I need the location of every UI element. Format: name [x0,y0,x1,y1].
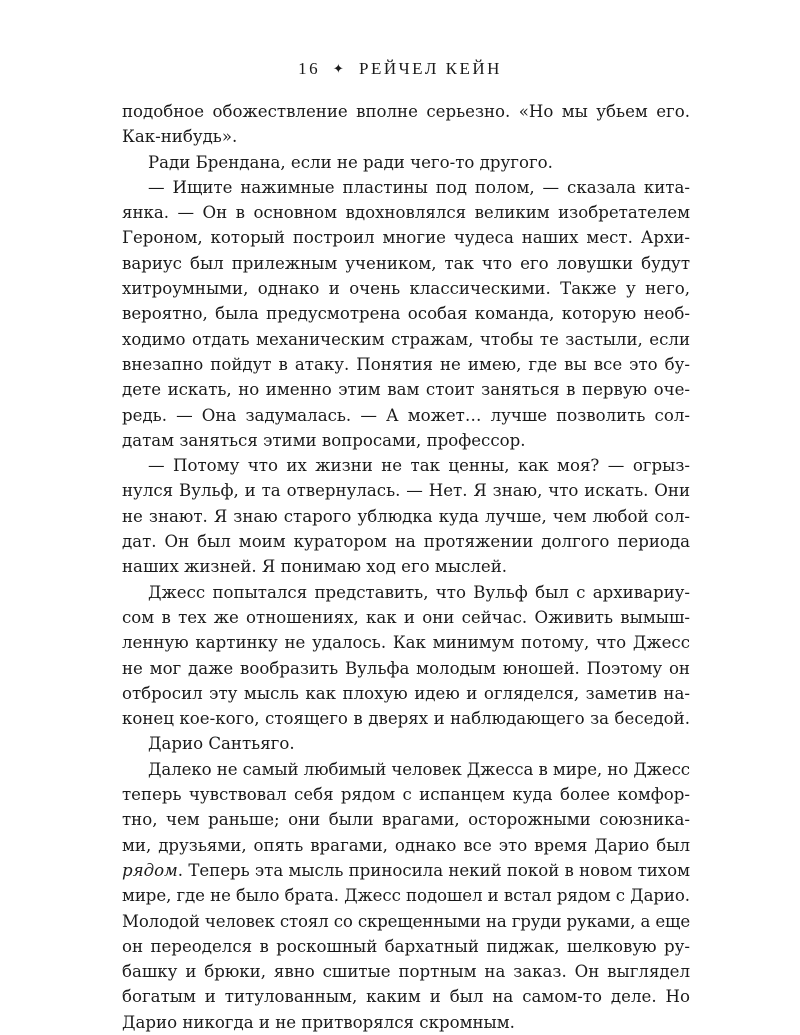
text-line: не мог даже вообразить Вульфа молодым юношей. Поэтому он [122,658,690,678]
text-line: мире, где не было брата. Джесс подошел и встал рядом с Дарио. [122,886,691,906]
text-line: ми, друзьями, опять врагами, однако все это время Дарио был [122,835,690,855]
text-line: Далеко не самый любимый человек Джесса в мире, но Джесс [148,759,691,779]
text-line: наших жизней. Я понимаю ход его мыслей. [122,557,508,577]
text-line: дете искать, но именно этим вам стоит заняться в первую оче- [122,380,690,400]
text-line: Дарио никогда и не притворялся скромным. [122,1012,515,1032]
text-line: он переоделся в роскошный бархатный пиджак, шелковую ру- [122,936,690,956]
running-header [0,59,800,79]
body-text [122,99,690,1035]
text-line: ленную картинку не удалось. Как минимум потому, что Джесс [122,633,690,653]
page-number: 16 [298,59,321,78]
text-line: — Ищите нажимные пластины под полом, — сказала кита- [148,177,690,197]
text-line: хитроумными, однако и очень классическими. Также у него, [122,279,690,299]
text-line: Дарио Сантьяго. [148,734,295,754]
author-name: РЕЙЧЕЛ КЕЙН [359,59,502,78]
text-line: дат. Он был моим куратором на протяжении долгого периода [122,532,690,552]
text-line: тно, чем раньше; они были врагами, осторожными союзника- [122,810,690,830]
text-line: редь. — Она задумалась. — А может… лучше позволить сол- [122,405,690,425]
text-line: теперь чувствовал себя рядом с испанцем куда более комфор- [122,785,690,805]
text-line: конец кое-кого, стоящего в дверях и наблюдающего за беседой. [122,709,690,729]
text-line: нулся Вульф, и та отвернулась. — Нет. Я знаю, что искать. Они [122,481,690,501]
text-line: вариус был прилежным учеником, так что его ловушки будут [122,253,690,273]
text-line: вероятно, была предусмотрена особая команда, которую необ- [122,304,690,324]
text-line: ходимо отдать механическим стражам, чтобы те застыли, если [122,329,690,349]
text-line: отбросил эту мысль как плохую идею и огляделся, заметив на- [122,683,690,703]
text-line: датам заняться этими вопросами, профессор. [122,430,526,450]
text-line: башку и брюки, явно сшитые портным на заказ. Он выглядел [122,962,690,982]
text-line-rest: . Теперь эта мысль приносила некий покой в новом тихом [177,860,691,880]
text-line: — Потому что их жизни не так ценны, как моя? — огрыз- [148,456,690,476]
text-line: Ради Брендана, если не ради чего-то другого. [148,152,553,172]
text-line [122,858,690,883]
text-line: сом в тех же отношениях, как и они сейчас. Оживить вымыш- [122,607,690,627]
text-line: подобное обожествление вполне серьезно. «Но мы убьем его. [122,102,690,121]
text-line: не знают. Я знаю старого ублюдка куда лучше, чем любой сол- [122,506,690,526]
italic-word: рядом [122,860,178,880]
text-line: Героном, который построил многие чудеса наших мест. Архи- [122,228,690,248]
text-line: внезапно пойдут в атаку. Понятия не имею, где вы все это бу- [122,354,690,374]
ornament-icon: ✦ [332,61,347,76]
text-line: янка. — Он в основном вдохновлялся великим изобретателем [122,203,690,223]
text-line: Джесс попытался представить, что Вульф был с архивариу- [148,582,690,602]
text-line: Как-нибудь». [122,127,238,147]
text-line: Молодой человек стоял со скрещенными на груди руками, а еще [122,911,691,931]
text-line: богатым и титулованным, каким и был на самом-то деле. Но [122,987,690,1007]
